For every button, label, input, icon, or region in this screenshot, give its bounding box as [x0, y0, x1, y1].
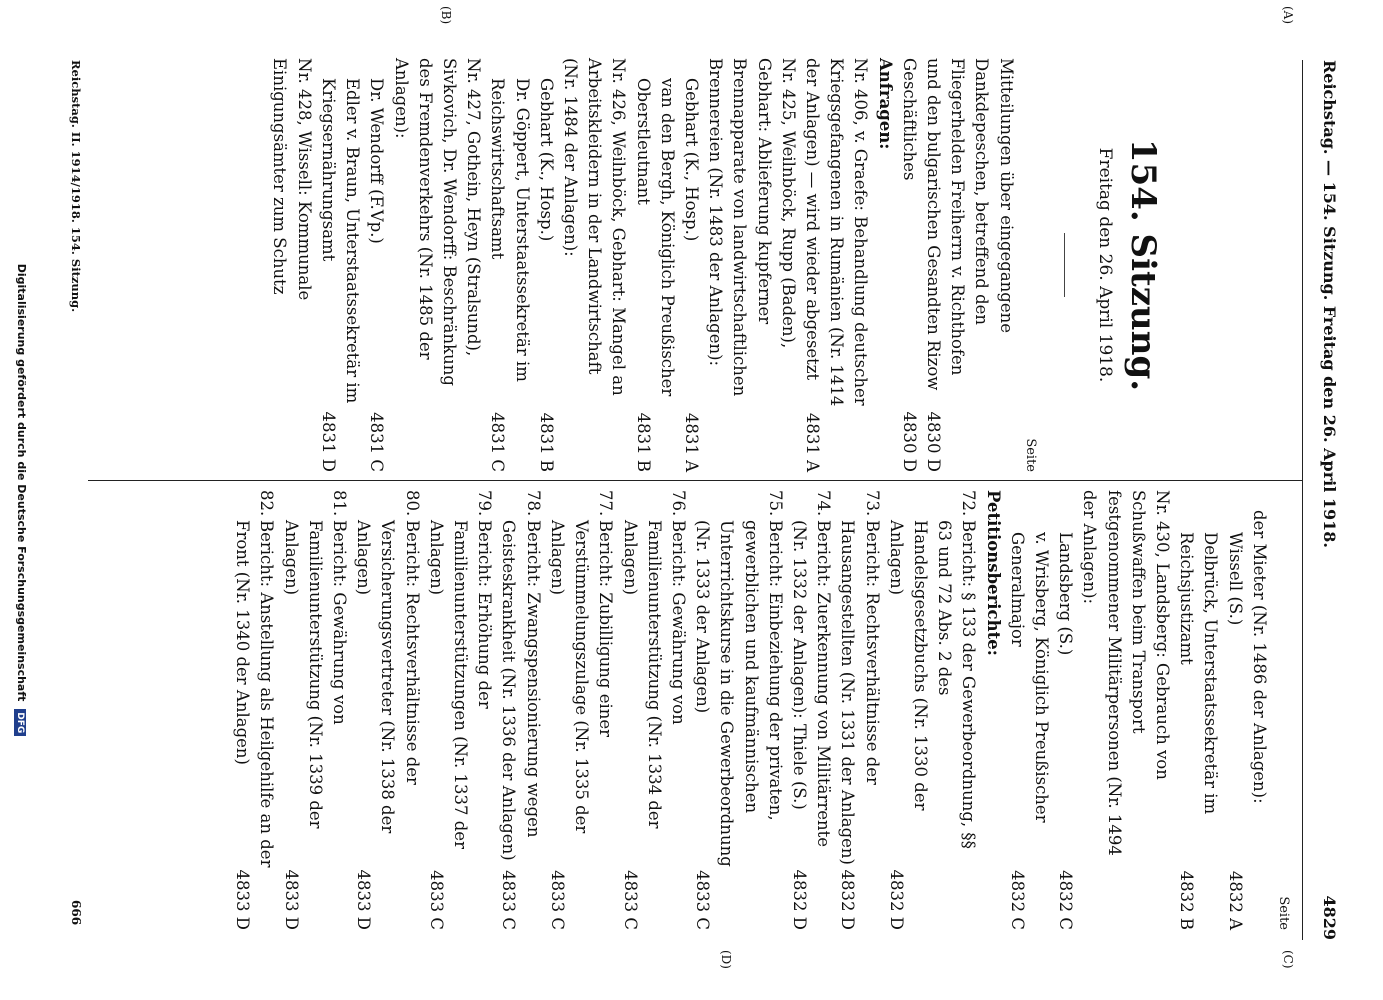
toc-entry-page-ref: 4832 C [1007, 870, 1027, 930]
footer-signature: 666 [69, 900, 83, 926]
petition-number: 78. [523, 490, 543, 517]
right-page-label: Seite [1276, 896, 1291, 930]
petitions-heading: Petitionsberichte: [983, 490, 1003, 656]
margin-mark-a: (A) [1281, 6, 1295, 25]
toc-entry [897, 58, 921, 472]
toc-entry-text: Delbrück, Unterstaatssekretär im Reichsjustizamt [1177, 532, 1221, 815]
petition-entry [617, 490, 690, 930]
page-header [1313, 60, 1339, 940]
petition-entry [496, 490, 544, 930]
petition-number: 74. [814, 490, 834, 517]
toc-entry-text: Mitteilungen über eingegangene Dankdepeschen, betreffend den Fliegerhelden Freiherrn v. Richthofen und den bulgarischen Gesandten Rizow [923, 58, 1016, 391]
petition-number: 75. [765, 490, 785, 517]
toc-entry [1222, 490, 1246, 930]
anfrage-entry-page-ref: 4831 B [536, 412, 556, 472]
petition-page-ref: 4832 D [789, 869, 809, 930]
petition-page-ref: 4833 C [693, 870, 713, 930]
petition-entry [787, 490, 835, 930]
anfrage-entry [630, 58, 678, 472]
petition-page-ref: 4833 D [354, 869, 374, 930]
anfrage-entry-text: Gebhart (K., Hosp.) [536, 78, 556, 242]
petition-page-ref: 4833 D [233, 869, 253, 930]
petition-page-ref: 4833 C [499, 870, 519, 930]
petition-text: Bericht: Zuerkennung von Militärrente (Nr. 1332 der Anlagen): Thiele (S.) [789, 520, 834, 848]
footer-left: Reichstag. II. 1914/1918. 154. Sitzung. [69, 60, 83, 313]
toc-entry [1174, 490, 1222, 930]
toc-entry-text: Landsberg (S.) [1056, 532, 1076, 656]
toc-entry [1077, 490, 1174, 930]
petition-number: 82. [257, 490, 277, 517]
petition-number: 81. [330, 490, 350, 517]
petition-number: 76. [668, 490, 688, 517]
petition-entry [835, 490, 883, 930]
anfrage-entry-text: Nr. 425, Weilnböck, Rupp (Baden), Gebhart: Ablieferung kupferner Brennapparate von landwirtschaftlichen Brennereien (Nr. 1483 der Anlagen): [706, 58, 798, 397]
anfrage-entry-page-ref: 4831 A [681, 412, 701, 472]
anfrage-entry [485, 58, 533, 472]
left-page-label: Seite [1022, 438, 1038, 472]
petition-page-ref: 4833 C [547, 870, 567, 930]
anfrage-entry-text: Dr. Göppert, Unterstaatssekretär im Reichswirtschaftsamt [488, 78, 532, 382]
toc-entry-page-ref: 4832 A [1225, 870, 1245, 930]
title-rule [1064, 233, 1065, 297]
petition-entry [690, 490, 787, 930]
header-rule [1302, 60, 1303, 940]
session-date: Freitag den 26. April 1918. [1095, 147, 1115, 383]
petitions-list [230, 490, 980, 930]
anfrage-entry [534, 58, 558, 472]
anfrage-entry-page-ref: 4831 B [633, 412, 653, 472]
petition-entry [884, 490, 981, 930]
petition-page-ref: 4833 D [281, 869, 301, 930]
anfrage-entry-page-ref: 4831 C [367, 412, 387, 472]
petition-text: Bericht: Zubilligung einer Verstümmelungszulage (Nr. 1335 der Anlagen) [547, 520, 616, 834]
petition-text: Bericht: Rechtsverhältnisse der Hausangestellten (Nr. 1331 der Anlagen) [838, 520, 882, 865]
anfragen-heading: Anfragen: [875, 58, 895, 150]
anfrage-entry-page-ref: 4831 D [318, 411, 338, 472]
anfrage-entry [364, 58, 388, 472]
petition-number: 73. [862, 490, 882, 517]
toc-entry [1053, 490, 1077, 930]
toc-entry-page-ref: 4830 D [923, 411, 943, 472]
toc-entry-text: der Mieter (Nr. 1486 der Anlagen): [1249, 510, 1269, 804]
anfrage-entry-text: Edler v. Braun, Unterstaatssekretär im Kriegsernährungsamt [318, 78, 363, 404]
right-column [230, 490, 1295, 930]
anfrage-entry [267, 58, 315, 472]
anfrage-entry-text: Nr. 427, Gothein, Heyn (Stralsund), Sivkovich, Dr. Wendorff: Beschränkung des Fremdenverkehrs (Nr. 1485 der Anlagen): [391, 58, 484, 386]
petition-text: Bericht: Einbeziehung der privaten, gewerblichen und kaufmännischen Unterrichtskurse in die Gewerbeordnung (Nr. 1333 der Anlagen) [693, 520, 785, 867]
petition-page-ref: 4832 D [838, 869, 858, 930]
petition-number: 80. [402, 490, 422, 517]
petition-page-ref: 4833 C [620, 870, 640, 930]
petition-entry [278, 490, 351, 930]
anfrage-entry [679, 58, 703, 472]
anfrage-entry [558, 58, 631, 472]
anfrage-entry [388, 58, 485, 472]
toc-entry [1247, 490, 1271, 930]
anfrage-entry-page-ref: 4831 A [802, 412, 822, 472]
margin-mark-c: (C) [1281, 950, 1295, 969]
header-page-number: 4829 [1320, 895, 1339, 940]
petition-text: Bericht: Zwangspensionierung wegen Geisteskrankheit (Nr. 1336 der Anlagen) [499, 520, 543, 861]
petition-text: Bericht: Gewährung von Familienunterstützung (Nr. 1339 der Anlagen) [281, 520, 350, 829]
digitization-text: Digitalisierung gefördert durch die Deutsche Forschungsgemeinschaft [15, 263, 28, 702]
toc-entry-page-ref: 4830 D [899, 411, 919, 472]
petition-entry [351, 490, 424, 930]
toc-entry-text: Wissell (S.) [1225, 532, 1245, 626]
anfrage-entry-text: Dr. Wendorff (F.Vp.) [367, 78, 387, 244]
margin-mark-b: (B) [439, 6, 453, 25]
toc-entry-page-ref: 4832 B [1177, 870, 1197, 930]
petition-entry [424, 490, 497, 930]
petition-page-ref: 4832 D [886, 869, 906, 930]
toc-entry-text: v. Wrisberg, Königlich Preußischer Generalmajor [1007, 532, 1051, 823]
session-title: 154. Sitzung. [1123, 138, 1163, 392]
dfg-logo: DFG [14, 709, 26, 736]
anfrage-entry [800, 58, 873, 472]
petition-text: Bericht: Gewährung von Familienunterstützung (Nr. 1334 der Anlagen) [620, 520, 688, 829]
right-entries [1005, 490, 1271, 930]
anfrage-entry-text: Nr. 426, Weilnböck, Gebhart: Mangel an Arbeitskleidern in der Landwirtschaft (Nr. 1484 der Anlagen): [560, 58, 629, 396]
margin-mark-d: (D) [719, 950, 733, 969]
left-column [267, 58, 1295, 472]
petition-number: 77. [596, 490, 616, 517]
anfrage-entry-page-ref: 4831 C [488, 412, 508, 472]
anfrage-entry-text: Gebhart (K., Hosp.) [681, 78, 701, 242]
petition-page-ref: 4833 C [426, 870, 446, 930]
column-divider [88, 480, 1303, 481]
petition-text: Bericht: § 133 der Gewerbeordnung, §§ 63 und 72 Abs. 2 des Handelsgesetzbuchs (Nr. 1330 der Anlagen) [886, 520, 979, 849]
digitization-note [14, 120, 28, 880]
toc-entry-text: Nr. 430, Landsberg: Gebrauch von Schußwaffen beim Transport festgenommener Militärpersonen (Nr. 1494 der Anlagen): [1080, 490, 1172, 856]
anfrage-entry [316, 58, 364, 472]
petition-text: Bericht: Rechtsverhältnisse der Versicherungsvertreter (Nr. 1338 der Anlagen) [354, 520, 422, 834]
header-running-title: Reichstag. — 154. Sitzung. Freitag den 26. April 1918. [1320, 60, 1339, 548]
anfragen-list [267, 58, 872, 472]
petition-text: Bericht: Erhöhung der Familienunterstützungen (Nr. 1337 der Anlagen) [426, 520, 495, 849]
petition-entry [230, 490, 278, 930]
toc-entry-page-ref: 4832 C [1056, 870, 1076, 930]
anfrage-entry-text: Nr. 428, Wissell: Kommunale Einigungsämter zum Schutz [270, 58, 314, 301]
anfrage-entry-text: Nr. 406, v. Graefe: Behandlung deutscher Kriegsgefangenen in Rumänien (Nr. 1414 der Anlagen) — wird wieder abgesetzt [802, 58, 871, 407]
toc-entry [921, 58, 1018, 472]
petition-number: 79. [475, 490, 495, 517]
toc-entry [1005, 490, 1053, 930]
petition-number: 72. [959, 490, 979, 517]
petition-entry [545, 490, 618, 930]
anfrage-entry [703, 58, 800, 472]
anfrage-entry-text: van den Bergh, Königlich Preußischer Oberstleutnant [633, 78, 677, 397]
left-entries [897, 58, 1018, 472]
petition-text: Bericht: Anstellung als Heilgehilfe an der Front (Nr. 1340 der Anlagen) [233, 520, 277, 868]
toc-entry-text: Geschäftliches [899, 58, 919, 181]
